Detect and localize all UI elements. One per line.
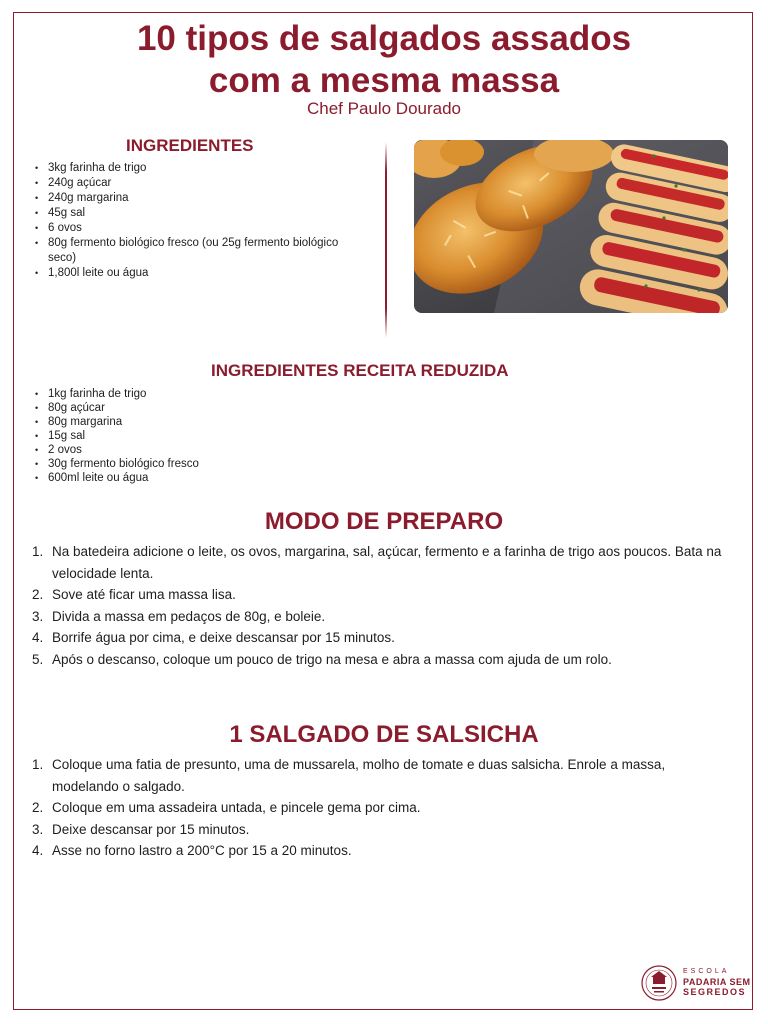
step-text: Após o descanso, coloque um pouco de trigo na mesa e abra a massa com ajuda de um rolo. <box>52 651 612 667</box>
step-item <box>32 819 732 841</box>
modo-de-preparo-heading: MODO DE PREPARO <box>264 508 504 535</box>
step-text: Sove até ficar uma massa lisa. <box>52 587 236 602</box>
step-text: Divida a massa em pedaços de 80g, e boleie. <box>52 608 326 624</box>
step-text: Asse no forno lastro a 200°C por 15 a 20 minutos. <box>52 843 352 858</box>
step-text: Deixe descansar por 15 minutos. <box>52 821 250 837</box>
list-item: • 45g sal <box>34 206 354 221</box>
step-number: 3. <box>32 608 44 624</box>
step-item <box>32 649 732 671</box>
escola-logo-text <box>683 967 751 997</box>
step-number: 1. <box>32 544 44 559</box>
step-text: Borrife água por cima, e deixe descansar por 15 minutos. <box>52 630 395 645</box>
step-item <box>32 797 732 819</box>
list-item: • 80g margarina <box>34 415 364 429</box>
list-item: • 15g sal <box>34 429 364 443</box>
list-item: • 600ml leite ou água <box>34 471 364 485</box>
step-number: 2. <box>32 800 44 815</box>
reduzida-list <box>34 387 364 485</box>
modo-de-preparo-steps <box>32 541 732 670</box>
chef-name: Chef Paulo Dourado <box>306 99 462 118</box>
list-item: • 1,800l leite ou água <box>34 266 354 281</box>
list-item: • 80g fermento biológico fresco (ou 25g fermento biológico seco) <box>34 236 354 266</box>
step-text: Na batedeira adicione o leite, os ovos, margarina, sal, açúcar, fermento e a farinha de trigo aos poucos. Bata na velocidade lenta. <box>52 544 722 581</box>
step-item <box>32 754 732 797</box>
list-item: • 3kg farinha de trigo <box>34 161 354 176</box>
step-item <box>32 627 732 649</box>
logo-line-3: SEGREDOS <box>683 987 747 997</box>
list-item: • 1kg farinha de trigo <box>34 387 364 401</box>
list-item: • 2 ovos <box>34 443 364 457</box>
step-item <box>32 584 732 606</box>
step-number: 2. <box>32 587 44 602</box>
logo-line-1: ESCOLA <box>683 968 730 975</box>
reduzida-heading: INGREDIENTES RECEITA REDUZIDA <box>211 361 509 380</box>
step-text: Coloque em uma assadeira untada, e pincele gema por cima. <box>52 800 421 815</box>
page-title <box>0 18 768 102</box>
step-item <box>32 606 732 628</box>
step-item <box>32 541 732 584</box>
step-item <box>32 840 732 862</box>
step-number: 4. <box>32 630 44 645</box>
step-text: Coloque uma fatia de presunto, uma de mussarela, molho de tomate e duas salsicha. Enrole a massa, modelando o salgado. <box>52 757 666 794</box>
list-item: • 80g açúcar <box>34 401 364 415</box>
column-divider <box>385 142 387 338</box>
ingredientes-list <box>34 161 354 281</box>
logo-line-2: PADARIA SEM <box>683 977 751 987</box>
salgado-salsicha-steps <box>32 754 732 862</box>
list-item: • 240g margarina <box>34 191 354 206</box>
step-number: 1. <box>32 757 44 772</box>
salgado-salsicha-heading: 1 SALGADO DE SALSICHA <box>229 721 539 748</box>
title-line-1: 10 tipos de salgados assados <box>136 19 632 58</box>
list-item: • 240g açúcar <box>34 176 354 191</box>
title-line-2: com a mesma massa <box>208 61 560 100</box>
list-item: • 6 ovos <box>34 221 354 236</box>
ingredientes-heading: INGREDIENTES <box>126 136 254 155</box>
step-number: 5. <box>32 651 44 667</box>
step-number: 4. <box>32 843 44 858</box>
list-item: • 30g fermento biológico fresco <box>34 457 364 471</box>
salgados-photo <box>414 140 728 313</box>
step-number: 3. <box>32 821 44 837</box>
baked-salgados-image <box>414 140 728 313</box>
